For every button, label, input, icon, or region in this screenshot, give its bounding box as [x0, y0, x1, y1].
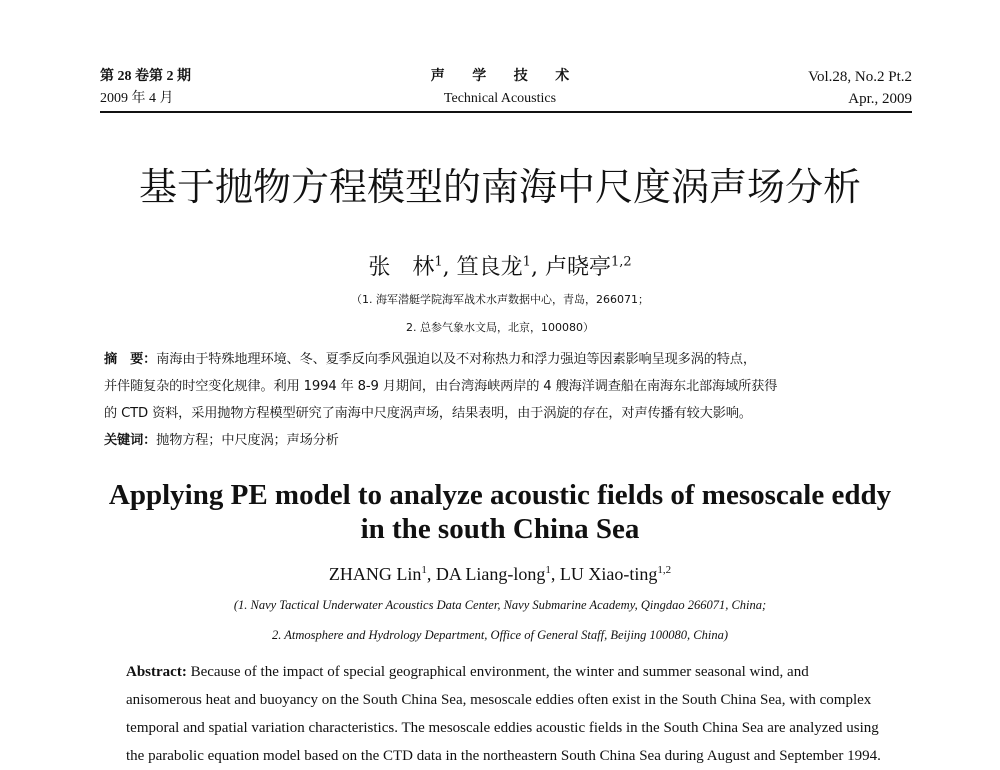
abstract-zh-line: 摘 要：南海由于特殊地理环境、冬、夏季反向季风强迫以及不对称热力和浮力强迫等因素影响呈现多涡的特点， — [104, 352, 756, 367]
title-en — [0, 478, 1000, 546]
keywords-zh: 关键词：抛物方程；中尺度涡；声场分析 — [104, 433, 339, 448]
authors-en — [0, 558, 1000, 586]
author-en: LU Xiao-ting$^{1,2}$ — [559, 564, 672, 584]
header-volume-number: Vol.28, No.2 Pt.2 — [808, 69, 912, 85]
abstract-en — [126, 658, 896, 770]
affiliation-en-1: (1. Navy Tactical Underwater Acoustics Data Center, Navy Submarine Academy, Qingdao 266071, China; — [233, 598, 767, 612]
author-zh: 张 林$^1$, — [368, 255, 457, 281]
abstract-zh-label: 摘 要： — [104, 352, 157, 367]
abstract-en-line: Abstract: Because of the impact of special geographical environment, the winter and summer seasonal wind, and — [126, 664, 809, 680]
header-volume-en — [808, 66, 912, 110]
affiliation-zh-2: 2. 总参气象水文局，北京，100080） — [406, 321, 594, 334]
affiliation-zh-1: （1. 海军潜艇学院海军战术水声数据中心，青岛，266071； — [351, 293, 649, 306]
author-zh: 卢晓亭$^{1,2}$ — [544, 255, 632, 281]
abstract-en-line: anisomerous heat and buoyancy on the South China Sea, mesoscale eddies often exist in the South China Sea, with complex — [126, 692, 872, 708]
title-en-line: in the south China Sea — [360, 513, 640, 545]
abstract-en-line: temporal and spatial variation characteristics. The mesoscale eddies acoustic fields in the South China Sea are analyzed using — [126, 720, 879, 736]
title-zh: 基于抛物方程模型的南海中尺度涡声场分析 — [138, 165, 861, 209]
keywords-zh-label: 关键词： — [104, 433, 157, 448]
abstract-zh — [104, 346, 904, 454]
journal-name-zh: 声 学 技 术 — [430, 69, 582, 84]
header-date-en: Apr., 2009 — [848, 91, 912, 107]
header-volume: 第 28 卷第 2 期 — [100, 69, 191, 84]
header-date-zh: 2009 年 4 月 — [100, 91, 174, 106]
title-en-line: Applying PE model to analyze acoustic fields of mesoscale eddy — [108, 479, 892, 511]
author-en: DA Liang-long$^1$, — [435, 564, 560, 584]
affiliation-en-2: 2. Atmosphere and Hydrology Department, Office of General Staff, Beijing 100080, China) — [271, 628, 729, 642]
authors-zh — [0, 248, 1000, 283]
header-rule — [100, 111, 912, 113]
author-zh: 笪良龙$^1$, — [456, 255, 545, 281]
abstract-zh-line: 并伴随复杂的时空变化规律。利用 1994 年 8-9 月期间，由台湾海峡两岸的 4 艘海洋调查船在南海东北部海域所获得 — [104, 379, 778, 394]
abstract-zh-line: 的 CTD 资料，采用抛物方程模型研究了南海中尺度涡声场，结果表明，由于涡旋的存在，对声传播有较大影响。 — [104, 406, 752, 421]
journal-name-en: Technical Acoustics — [443, 91, 557, 106]
abstract-en-line: the parabolic equation model based on the CTD data in the northeastern South China Sea during August and September 1994. — [126, 748, 881, 764]
abstract-en-label: Abstract: — [126, 664, 187, 680]
author-en: ZHANG Lin$^1$, — [328, 564, 436, 584]
